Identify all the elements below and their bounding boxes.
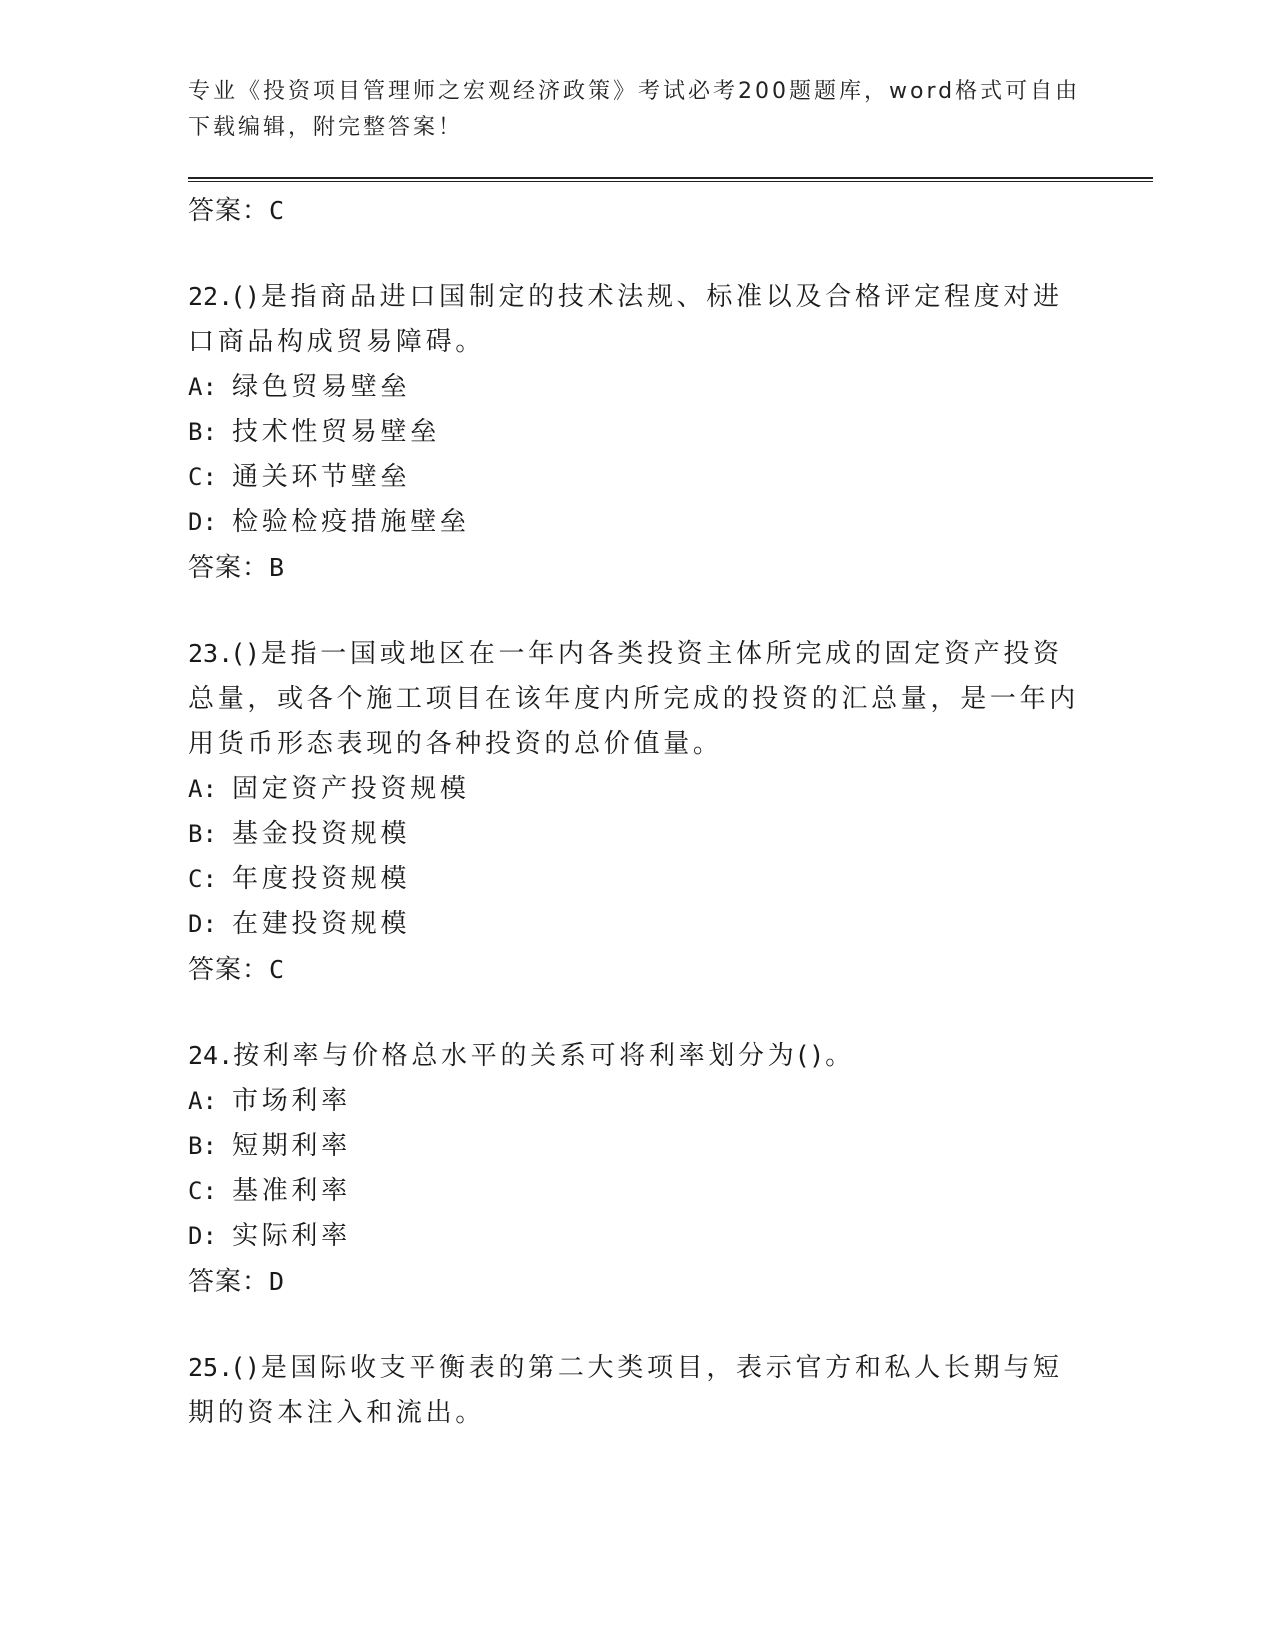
option-letter: D: — [188, 508, 217, 536]
question-number: 23. — [188, 639, 234, 668]
answer-value: C — [269, 955, 286, 984]
option-text: 技术性贸易壁垒 — [232, 417, 440, 447]
option-text: 基金投资规模 — [232, 819, 411, 849]
option-text: 基准利率 — [232, 1176, 351, 1206]
question-text: 按利率与价格总水平的关系可将利率划分为()。 — [233, 1041, 855, 1071]
question-stem — [188, 631, 1088, 767]
question-answer — [188, 947, 1088, 993]
question-stem — [188, 1033, 1088, 1079]
option-letter: B: — [188, 820, 217, 848]
answer-option — [188, 1124, 1088, 1169]
question-text: ()是国际收支平衡表的第二大类项目，表示官方和私人长期与短期的资本注入和流出。 — [188, 1353, 1063, 1428]
answer-option — [188, 767, 1088, 812]
question-number: 22. — [188, 282, 234, 311]
option-letter: D: — [188, 910, 217, 938]
answer-option — [188, 812, 1088, 857]
answer-value: D — [269, 1267, 286, 1296]
question-answer — [188, 545, 1088, 591]
answer-option — [188, 500, 1088, 545]
answer-value: B — [269, 553, 286, 582]
question-list — [188, 188, 1088, 1436]
question-text: ()是指商品进口国制定的技术法规、标准以及合格评定程度对进口商品构成贸易障碍。 — [188, 282, 1063, 357]
answer-option — [188, 1079, 1088, 1124]
question-block — [188, 274, 1088, 591]
question-stem — [188, 1345, 1088, 1436]
answer-option — [188, 365, 1088, 410]
option-text: 短期利率 — [232, 1131, 351, 1161]
answer-option — [188, 1169, 1088, 1214]
answer-option — [188, 455, 1088, 500]
answer-value: C — [269, 196, 286, 225]
answer-option — [188, 410, 1088, 455]
option-letter: A: — [188, 373, 217, 401]
option-letter: D: — [188, 1222, 217, 1250]
option-text: 绿色贸易壁垒 — [232, 372, 411, 402]
option-letter: B: — [188, 1132, 217, 1160]
question-block — [188, 1345, 1088, 1436]
answer-option — [188, 902, 1088, 947]
option-letter: A: — [188, 1087, 217, 1115]
option-text: 通关环节壁垒 — [232, 462, 411, 492]
question-block — [188, 631, 1088, 993]
option-text: 固定资产投资规模 — [232, 774, 470, 804]
answer-label: 答案： — [188, 1267, 270, 1297]
question-answer — [188, 1259, 1088, 1305]
question-text: ()是指一国或地区在一年内各类投资主体所完成的固定资产投资总量，或各个施工项目在该年度内所完成的投资的汇总量，是一年内用货币形态表现的各种投资的总价值量。 — [188, 639, 1080, 759]
option-letter: C: — [188, 865, 217, 893]
option-letter: C: — [188, 1177, 217, 1205]
question-block — [188, 1033, 1088, 1305]
answer-label: 答案： — [188, 196, 270, 226]
answer-option — [188, 1214, 1088, 1259]
question-number: 24. — [188, 1041, 234, 1070]
question-stem — [188, 274, 1088, 365]
header-divider — [188, 177, 1153, 182]
option-letter: C: — [188, 463, 217, 491]
previous-answer — [188, 188, 1088, 234]
answer-option — [188, 857, 1088, 902]
answer-label: 答案： — [188, 553, 270, 583]
question-number: 25. — [188, 1353, 234, 1382]
option-text: 检验检疫措施壁垒 — [232, 507, 470, 537]
option-text: 在建投资规模 — [232, 909, 411, 939]
answer-label: 答案： — [188, 955, 270, 985]
option-text: 市场利率 — [232, 1086, 351, 1116]
option-letter: A: — [188, 775, 217, 803]
option-text: 年度投资规模 — [232, 864, 411, 894]
document-header-intro: 专业《投资项目管理师之宏观经济政策》考试必考200题题库，word格式可自由下载编辑，附完整答案！ — [188, 79, 1081, 140]
option-letter: B: — [188, 418, 217, 446]
option-text: 实际利率 — [232, 1221, 351, 1251]
